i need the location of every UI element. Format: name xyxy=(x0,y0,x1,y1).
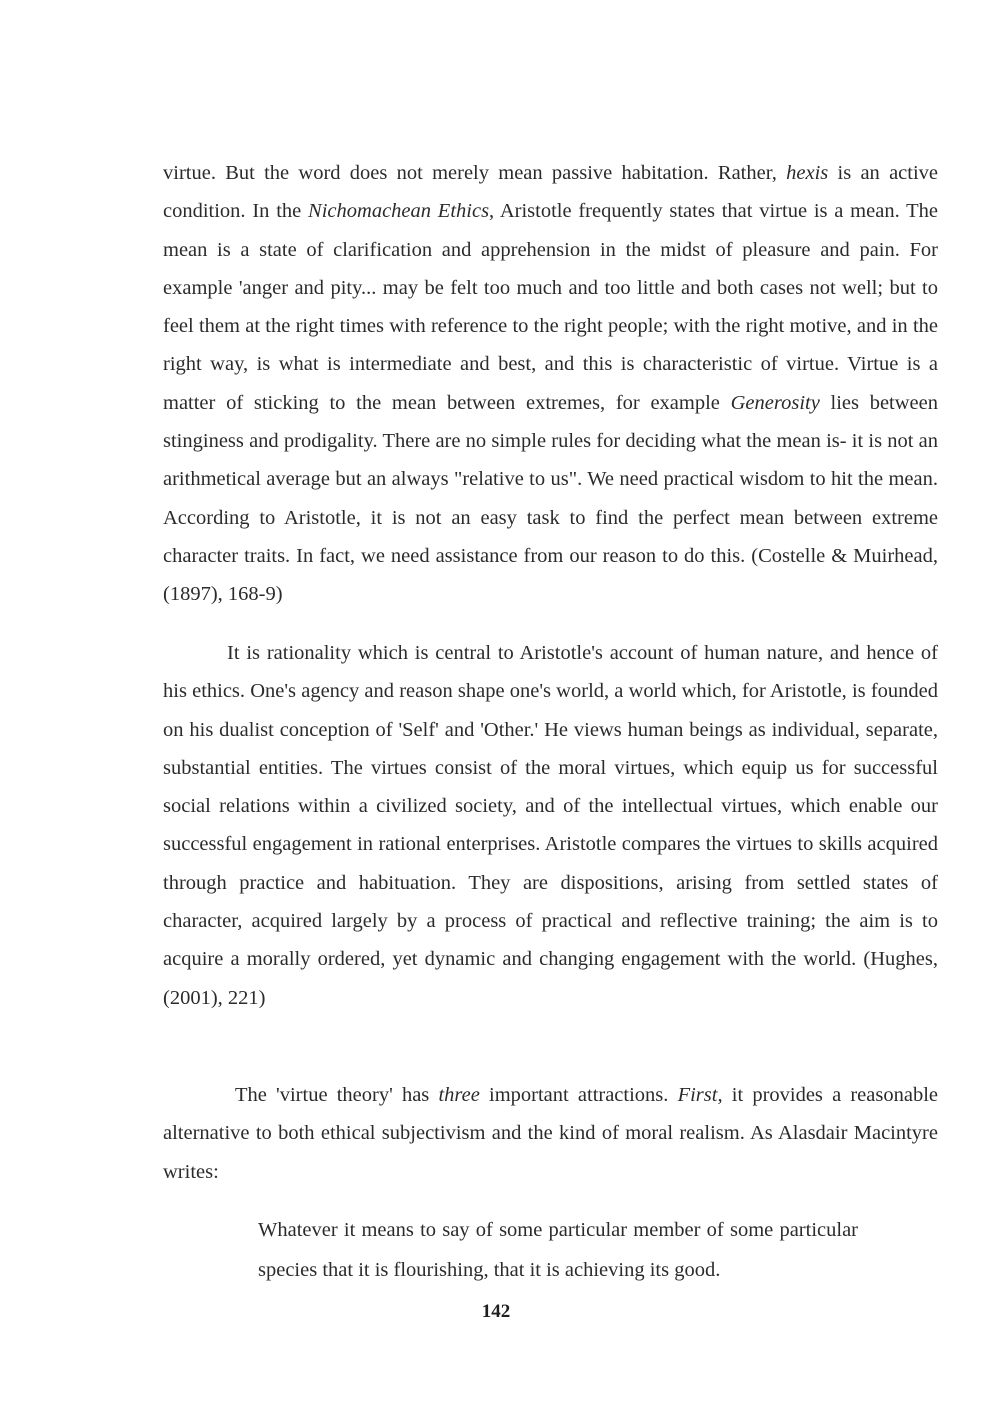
italic-title-nichomachean-ethics: Nichomachean Ethics xyxy=(308,200,490,223)
block-quote-macintyre: Whatever it means to say of some particular member of some particular species that it is flourishing, that it is achieving its good. xyxy=(258,1219,858,1281)
italic-term-first: First, xyxy=(677,1084,723,1106)
text-run: virtue. But the word does not merely mean passive habitation. Rather, xyxy=(163,162,787,184)
text-run: important attractions. xyxy=(479,1084,678,1106)
italic-term-three: three xyxy=(438,1084,480,1106)
text-run: is an active condition. In the xyxy=(163,162,939,223)
paragraph-virtue-mean xyxy=(163,154,938,614)
text-run: , Aristotle frequently states that virtue is a mean. The mean is a state of clarification and apprehension in the midst of pleasure and pain. For example 'anger and pity... may be felt too much and too little and both cases not well; but to feel them at the right times with reference to the right people; with the right motive, and in the right way, is what is intermediate and best, and this is characteristic of virtue. Virtue is a matter of sticking to the mean between extremes, for example xyxy=(163,200,938,414)
text-run: The 'virtue theory' has xyxy=(235,1084,439,1106)
paragraph-virtue-theory xyxy=(163,1076,938,1191)
text-run: it provides a reasonable alternative to both ethical subjectivism and the kind of moral realism. As Alasdair Macintyre writes: xyxy=(163,1084,938,1183)
paragraph-rationality: It is rationality which is central to Aristotle's account of human nature, and hence of his ethics. One's agency and reason shape one's world, a world which, for Aristotle, is founded on his dualist conception of 'Self' and 'Other.' He views human beings as individual, separate, substantial entities. The virtues consist of the moral virtues, which equip us for successful social relations within a civilized society, and of the intellectual virtues, which enable our successful engagement in rational enterprises. Aristotle compares the virtues to skills acquired through practice and habituation. They are dispositions, arising from settled states of character, acquired largely by a process of practical and reflective training; the aim is to acquire a morally ordered, yet dynamic and changing engagement with the world. (Hughes, (2001), 221) xyxy=(163,642,938,1009)
italic-term-generosity: Generosity xyxy=(730,391,820,414)
italic-term-hexis: hexis xyxy=(786,162,829,184)
page-number: 142 xyxy=(481,1301,511,1322)
text-run: lies between stinginess and prodigality. There are no simple rules for deciding what the mean is- it is not an arithmetical average but an always "relative to us". We need practical wisdom to hit the mean. According to Aristotle, it is not an easy task to find the perfect mean between extreme character traits. In fact, we need assistance from our reason to do this. (Costelle & Muirhead, (1897), 168-9) xyxy=(163,391,939,606)
